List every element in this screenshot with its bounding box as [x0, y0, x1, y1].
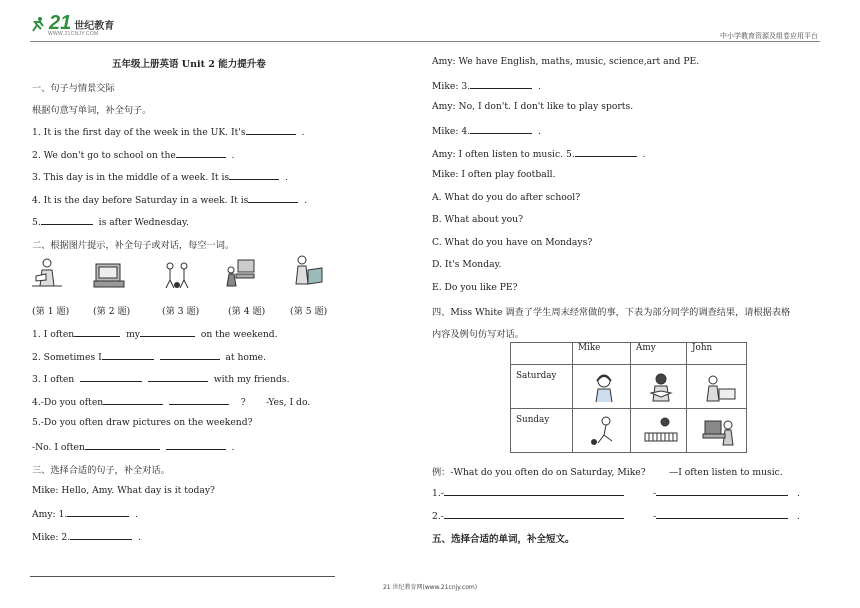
picture-label-4: (第 4 题): [228, 306, 266, 317]
section-2-heading: 二、根据图片提示，补全句子或对话，每空一词。: [32, 240, 235, 251]
answer-line-2: 2.- - .: [432, 511, 800, 522]
picture-label-2: (第 2 题): [93, 306, 131, 317]
picture-label-3: (第 3 题): [162, 306, 200, 317]
dialogue-line-9: Mike: I often play football.: [432, 169, 556, 180]
table-cell: [687, 365, 747, 409]
sentence-5-question: 5.-Do you often draw pictures on the weekend?: [32, 417, 253, 428]
footer-divider: [30, 576, 335, 577]
picture-1-reading: [30, 256, 64, 288]
option-d: D. It's Monday.: [432, 259, 502, 270]
table-row-label-saturday: Saturday: [511, 365, 573, 409]
dialogue-line-6: Amy: No, I don't. I don't like to play sports.: [432, 101, 634, 112]
reading-picture: [643, 371, 679, 403]
answer-blank[interactable]: [103, 395, 163, 405]
page-title: 五年级上册英语 Unit 2 能力提升卷: [112, 59, 266, 70]
answer-blank[interactable]: [248, 193, 298, 203]
option-e: E. Do you like PE?: [432, 282, 518, 293]
section-4-heading-cont: 内容及例句仿写对话。: [432, 329, 524, 340]
table-header-mike: Mike: [573, 343, 631, 365]
answer-blank[interactable]: [85, 440, 160, 450]
sentence-3: 3. I often with my friends.: [32, 374, 290, 385]
section-4-heading: 四、Miss White 调查了学生周末经常做的事，下表为部分同学的调查结果，请根据表格: [432, 307, 791, 318]
answer-blank[interactable]: [444, 486, 624, 496]
footer-text: 21 世纪教育网(www.21cnjy.com): [382, 584, 478, 591]
answer-blank[interactable]: [166, 440, 226, 450]
site-logo: [30, 14, 114, 32]
answer-blank[interactable]: [67, 507, 129, 517]
picture-label-5: (第 5 题): [290, 306, 328, 317]
table-row-label-sunday: Sunday: [511, 409, 573, 453]
answer-blank[interactable]: [656, 486, 788, 496]
dialogue-line-7: Mike: 4. .: [432, 126, 541, 137]
question-3: 3. This day is in the middle of a week. It is .: [32, 172, 288, 183]
headphones-music-picture: [586, 371, 622, 403]
dialogue-line-8: Amy: I often listen to music. 5. .: [432, 149, 646, 160]
answer-blank[interactable]: [246, 125, 296, 135]
picture-5-drawing: [290, 254, 324, 286]
computer-picture: [701, 415, 737, 447]
answer-blank[interactable]: [169, 395, 229, 405]
sentence-4: 4.-Do you often ? -Yes, I do.: [32, 397, 311, 408]
sentence-1: 1. I often my on the weekend.: [32, 329, 278, 340]
option-b: B. What about you?: [432, 214, 524, 225]
dialogue-line-2: Amy: 1. .: [32, 509, 139, 520]
answer-blank[interactable]: [74, 327, 120, 337]
logo-url: WWW.21CNJY.COM: [48, 31, 99, 37]
picture-label-1: (第 1 题): [32, 306, 70, 317]
table-header-john: John: [687, 343, 747, 365]
question-5: 5. is after Wednesday.: [32, 217, 189, 228]
football-picture: [586, 415, 622, 447]
answer-blank[interactable]: [140, 327, 195, 337]
dialogue-line-1: Mike: Hello, Amy. What day is it today?: [32, 485, 215, 496]
answer-blank[interactable]: [444, 509, 624, 519]
survey-table: [510, 342, 747, 453]
logo-text: 世纪教育: [74, 21, 115, 32]
answer-blank[interactable]: [575, 147, 637, 157]
answer-blank[interactable]: [102, 350, 154, 360]
answer-blank[interactable]: [470, 124, 532, 134]
dialogue-line-3: Mike: 2. .: [32, 532, 141, 543]
option-a: A. What do you do after school?: [432, 192, 581, 203]
answer-line-1: 1.- - .: [432, 488, 800, 499]
section-1-heading: 一、句子与情景交际: [32, 83, 115, 94]
drawing-picture: [701, 371, 737, 403]
table-header-amy: Amy: [631, 343, 687, 365]
sentence-5-answer: -No. I often .: [32, 442, 235, 453]
table-cell: [573, 365, 631, 409]
answer-blank[interactable]: [470, 79, 532, 89]
dialogue-line-4: Amy: We have English, maths, music, science,art and PE.: [432, 56, 700, 67]
answer-blank[interactable]: [229, 170, 279, 180]
question-2: 2. We don't go to school on the .: [32, 150, 235, 161]
answer-blank[interactable]: [41, 215, 93, 225]
sentence-2: 2. Sometimes I at home.: [32, 352, 267, 363]
question-4: 4. It is the day before Saturday in a week. It is .: [32, 195, 308, 206]
table-cell: [573, 409, 631, 453]
option-c: C. What do you have on Mondays?: [432, 237, 593, 248]
answer-blank[interactable]: [656, 509, 788, 519]
section-3-heading: 三、选择合适的句子，补全对话。: [32, 465, 170, 476]
picture-4-computer: [222, 256, 256, 288]
piano-picture: [643, 415, 679, 447]
picture-3-football: [160, 258, 194, 290]
section-1-instruction: 根据句意写单词，补全句子。: [32, 105, 152, 116]
picture-2-tv: [92, 258, 126, 290]
dialogue-line-5: Mike: 3. .: [432, 81, 541, 92]
runner-logo-icon: [30, 16, 46, 32]
answer-blank[interactable]: [148, 372, 208, 382]
table-header-empty: [511, 343, 573, 365]
section-5-heading: 五、选择合适的单词，补全短文。: [432, 534, 575, 545]
logo-mark: 21: [49, 12, 72, 34]
answer-blank[interactable]: [160, 350, 220, 360]
answer-blank[interactable]: [176, 148, 226, 158]
table-cell: [631, 409, 687, 453]
header-divider: [30, 41, 820, 42]
answer-blank[interactable]: [70, 530, 132, 540]
table-cell: [687, 409, 747, 453]
example-line: 例：-What do you often do on Saturday, Mike? —I often listen to music.: [432, 467, 783, 478]
question-1: 1. It is the first day of the week in the UK. It's .: [32, 127, 305, 138]
answer-blank[interactable]: [80, 372, 142, 382]
header-platform-text: 中小学教育资源及组卷应用平台: [720, 32, 818, 40]
table-cell: [631, 365, 687, 409]
